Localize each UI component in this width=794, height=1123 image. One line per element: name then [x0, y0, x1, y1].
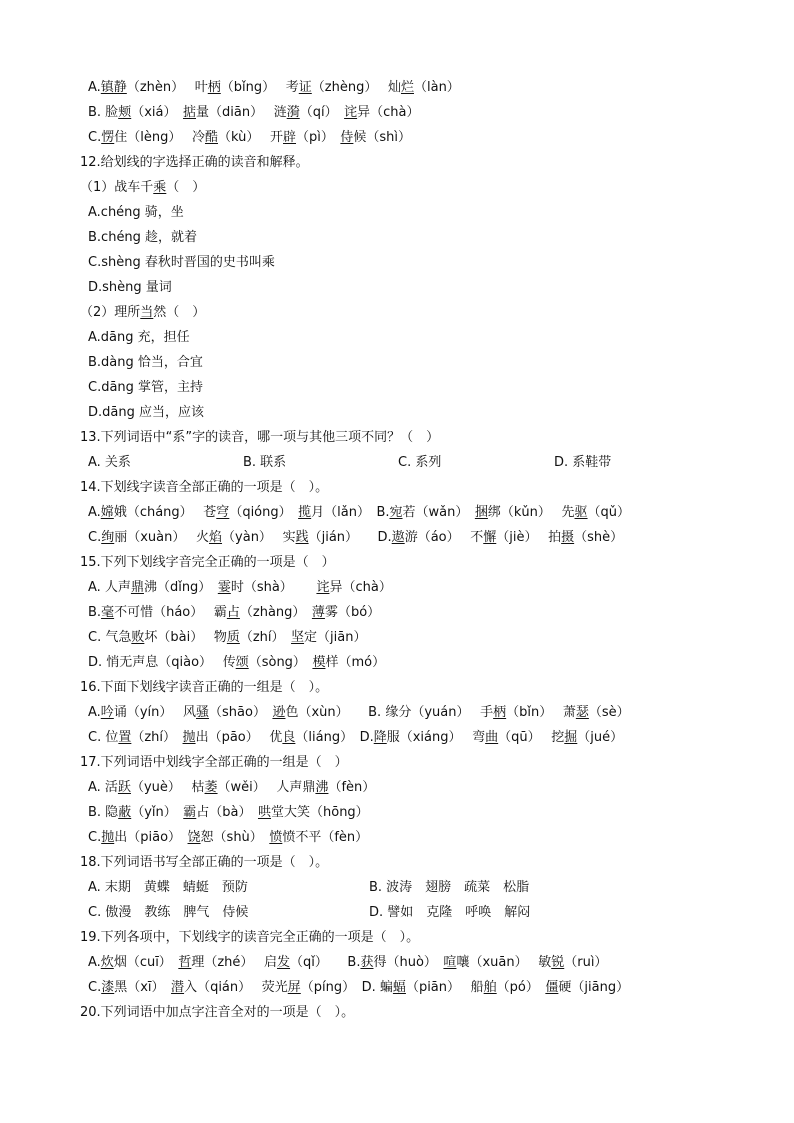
text-line — [88, 400, 204, 425]
answer-option: C. 傲漫 教练 脾气 侍候 — [88, 905, 249, 920]
text-segment: （zhèng） 灿 — [311, 80, 401, 95]
text-line — [88, 275, 172, 300]
text-segment: 游（áo） 不 — [404, 530, 484, 545]
text-segment: A. — [88, 505, 101, 520]
underlined-char: 驱 — [574, 505, 588, 520]
text-segment: 然（ ） — [153, 305, 206, 320]
underlined-char: 僵 — [545, 980, 559, 995]
underlined-char: 骚 — [196, 705, 210, 720]
text-segment: 14.下划线字读音全部正确的一项是（ ）。 — [80, 480, 329, 495]
text-line — [88, 625, 366, 650]
text-line — [88, 800, 369, 825]
text-segment: B.dàng 恰当，合宜 — [88, 355, 203, 370]
underlined-char: 捆 — [474, 505, 488, 520]
underlined-char: 良 — [282, 730, 296, 745]
text-segment: C. — [88, 830, 102, 845]
text-segment: （jián） D. — [308, 530, 392, 545]
text-segment: D. 悄无声息（qiào） 传 — [88, 655, 236, 670]
underlined-char: 屏 — [287, 980, 301, 995]
underlined-char: 酷 — [204, 130, 218, 145]
underlined-char: 跃 — [117, 780, 131, 795]
text-segment: （píng） D. 蝙 — [300, 980, 393, 995]
text-line — [88, 250, 275, 275]
text-segment: （ ） — [166, 180, 206, 195]
text-line — [88, 700, 630, 725]
text-line — [80, 850, 328, 875]
underlined-char: 践 — [295, 530, 309, 545]
text-segment: 烟（cuī） — [113, 955, 179, 970]
text-segment: （qí） — [299, 105, 345, 120]
text-line — [88, 975, 629, 1000]
text-segment: （bǐn） 萧 — [506, 705, 576, 720]
underlined-char: 抛 — [101, 830, 115, 845]
text-segment: C.dāng 掌管，主持 — [88, 380, 204, 395]
text-segment: （jué） — [577, 730, 624, 745]
text-line — [88, 325, 190, 350]
answer-option: D. 譬如 克隆 呼唤 解闷 — [369, 905, 531, 920]
text-segment: A. — [88, 705, 101, 720]
text-segment: （ruì） — [564, 955, 608, 970]
text-segment: B. 隐 — [88, 805, 119, 820]
text-segment: B. — [88, 605, 102, 620]
text-segment: （pì） — [296, 130, 341, 145]
underlined-char: 毫 — [101, 605, 115, 620]
underlined-char: 霎 — [217, 580, 231, 595]
text-segment: 量（diān） 涟 — [196, 105, 287, 120]
text-segment: （piān） 船 — [405, 980, 484, 995]
text-segment: A. — [88, 955, 101, 970]
underlined-char: 掘 — [564, 730, 578, 745]
text-line — [88, 100, 419, 125]
underlined-char: 揽 — [298, 505, 312, 520]
text-segment: （qū） 挖 — [498, 730, 565, 745]
underlined-char: 锐 — [551, 955, 565, 970]
text-segment: （2）理所 — [80, 305, 141, 320]
text-segment: （xiá） — [131, 105, 183, 120]
underlined-char: 发 — [277, 955, 291, 970]
text-segment: 时（shà） — [230, 580, 317, 595]
text-segment: C. — [88, 130, 102, 145]
answer-option: C. 系列 — [398, 455, 442, 470]
text-segment: 异（chà） — [329, 580, 392, 595]
text-segment: C. — [88, 530, 102, 545]
text-segment: 绑（kǔn） 先 — [487, 505, 575, 520]
text-segment: 定（jiān） — [304, 630, 367, 645]
underlined-char: 沸 — [315, 780, 329, 795]
underlined-char: 遨 — [391, 530, 405, 545]
underlined-char: 颂 — [235, 655, 249, 670]
text-segment: 诵（yín） 风 — [113, 705, 196, 720]
text-segment: 雾（bó） — [324, 605, 381, 620]
text-segment: D.shèng 量词 — [88, 280, 172, 295]
underlined-char: 掂 — [182, 105, 196, 120]
text-segment: （zhàng） — [239, 605, 312, 620]
text-segment: （shè） — [574, 530, 624, 545]
underlined-char: 烂 — [400, 80, 414, 95]
text-segment: 12.给划线的字选择正确的读音和解释。 — [80, 155, 309, 170]
underlined-char: 薄 — [311, 605, 325, 620]
text-segment: 占（bà） — [196, 805, 258, 820]
text-line — [88, 500, 630, 525]
text-line — [88, 825, 368, 850]
text-segment: 出（piāo） — [114, 830, 188, 845]
text-segment: A. 人声 — [88, 580, 131, 595]
underlined-char: 霸 — [183, 805, 197, 820]
text-segment: （fèn） — [328, 780, 376, 795]
text-line — [80, 1000, 354, 1025]
text-segment: （sè） — [588, 705, 630, 720]
underlined-char: 辟 — [283, 130, 297, 145]
underlined-char: 懈 — [483, 530, 497, 545]
underlined-char: 当 — [140, 305, 154, 320]
text-line — [88, 75, 460, 100]
text-segment: （pó） — [496, 980, 546, 995]
underlined-char: 蔽 — [118, 805, 132, 820]
text-line — [80, 675, 328, 700]
text-segment: 色（xùn） B. 缘分（yuán） 手 — [285, 705, 494, 720]
text-segment: 黑（xī） — [114, 980, 172, 995]
text-segment: 理（zhé） 启 — [191, 955, 278, 970]
underlined-char: 诧 — [316, 580, 330, 595]
underlined-char: 哲 — [178, 955, 192, 970]
underlined-char: 焰 — [209, 530, 223, 545]
text-segment: B. 脸 — [88, 105, 119, 120]
text-segment: 得（huò） — [373, 955, 444, 970]
underlined-char: 获 — [360, 955, 374, 970]
underlined-char: 占 — [226, 605, 240, 620]
text-segment: 堂大笑（hōng） — [271, 805, 369, 820]
text-line — [88, 200, 184, 225]
text-segment: C. — [88, 980, 102, 995]
underlined-char: 诧 — [344, 105, 358, 120]
text-segment: 16.下面下划线字读音正确的一组是（ ）。 — [80, 680, 329, 695]
underlined-char: 坚 — [291, 630, 305, 645]
text-segment: A. — [88, 80, 101, 95]
text-segment: （zhí） — [239, 630, 292, 645]
text-line — [88, 650, 385, 675]
underlined-char: 潜 — [171, 980, 185, 995]
text-line — [88, 600, 380, 625]
text-segment: C. 气急 — [88, 630, 132, 645]
text-segment: B.chéng 趁，就着 — [88, 230, 198, 245]
underlined-char: 模 — [312, 655, 326, 670]
underlined-char: 乘 — [153, 180, 167, 195]
underlined-char: 漆 — [101, 980, 115, 995]
text-segment: 20.下列词语中加点字注音全对的一项是（ ）。 — [80, 1005, 355, 1020]
underlined-char: 侍 — [340, 130, 354, 145]
text-segment: 娥（cháng） 苍 — [113, 505, 217, 520]
underlined-char: 镇静 — [100, 80, 127, 95]
underlined-char: 蝠 — [392, 980, 406, 995]
text-segment: 17.下列词语中划线字全部正确的一组是（ ） — [80, 755, 348, 770]
underlined-char: 败 — [131, 630, 145, 645]
text-segment: （bǐng） 考 — [220, 80, 299, 95]
underlined-char: 哄 — [257, 805, 271, 820]
underlined-char: 穹 — [216, 505, 230, 520]
text-segment: A.dāng 充，担任 — [88, 330, 190, 345]
text-segment: （kù） 开 — [217, 130, 283, 145]
text-segment: （làn） — [413, 80, 460, 95]
text-line — [88, 375, 203, 400]
text-line — [80, 475, 328, 500]
text-line — [80, 750, 348, 775]
answer-option: B. 联系 — [243, 455, 287, 470]
text-segment: 恕（shù） — [200, 830, 270, 845]
text-line — [80, 925, 419, 950]
text-line — [88, 225, 197, 250]
text-segment: 异（chà） — [357, 105, 420, 120]
text-segment: （shāo） — [209, 705, 273, 720]
text-segment: 候（shì） — [353, 130, 412, 145]
underlined-char: 绚 — [101, 530, 115, 545]
underlined-char: 柄 — [493, 705, 507, 720]
text-segment: （zhí） — [131, 730, 183, 745]
text-line — [80, 175, 205, 200]
text-line — [88, 775, 375, 800]
text-line — [80, 550, 335, 575]
text-segment: （qǔ） — [587, 505, 631, 520]
underlined-char: 宛 — [389, 505, 403, 520]
text-line — [88, 950, 607, 975]
underlined-char: 饶 — [187, 830, 201, 845]
text-segment: （yǐn） — [131, 805, 184, 820]
underlined-char: 漪 — [286, 105, 300, 120]
text-line — [80, 300, 205, 325]
answer-option: D. 系鞋带 — [554, 455, 612, 470]
text-line — [80, 425, 439, 450]
underlined-char: 置 — [118, 730, 132, 745]
text-segment: 18.下列词语书写全部正确的一项是（ ）。 — [80, 855, 329, 870]
text-segment: C. 位 — [88, 730, 119, 745]
text-segment: （sòng） — [248, 655, 313, 670]
text-segment: 月（lǎn） B. — [311, 505, 390, 520]
text-segment: A. 活 — [88, 780, 118, 795]
underlined-char: 逊 — [272, 705, 286, 720]
text-line — [80, 150, 309, 175]
underlined-char: 萎 — [204, 780, 218, 795]
underlined-char: 吟 — [100, 705, 114, 720]
text-segment: C.shèng 春秋时晋国的史书叫乘 — [88, 255, 275, 270]
text-segment: （jiè） 拍 — [496, 530, 562, 545]
text-segment: 硬（jiāng） — [558, 980, 630, 995]
text-segment: （zhèn） 叶 — [126, 80, 208, 95]
underlined-char: 瑟 — [575, 705, 589, 720]
text-segment: （qǐ） B. — [290, 955, 361, 970]
underlined-char: 摄 — [561, 530, 575, 545]
text-segment: （yàn） 实 — [222, 530, 296, 545]
underlined-char: 喧 — [443, 955, 457, 970]
text-segment: 样（mó） — [325, 655, 386, 670]
text-line — [88, 525, 623, 550]
text-segment: 若（wǎn） — [402, 505, 475, 520]
underlined-char: 颊 — [118, 105, 132, 120]
underlined-char: 曲 — [485, 730, 499, 745]
text-segment: （qióng） — [229, 505, 299, 520]
text-segment: 13.下列词语中“系”字的读音，哪一项与其他三项不同？（ ） — [80, 430, 440, 445]
text-segment: 不可惜（háo） 霸 — [114, 605, 227, 620]
text-segment: 入（qián） 荧光 — [184, 980, 288, 995]
text-segment: 15.下列下划线字音完全正确的一项是（ ） — [80, 555, 335, 570]
text-segment: （wěi） 人声鼎 — [217, 780, 316, 795]
text-segment: 服（xiáng） 弯 — [386, 730, 486, 745]
text-segment: 住（lèng） 冷 — [114, 130, 205, 145]
answer-option: A. 关系 — [88, 455, 131, 470]
text-line — [88, 725, 623, 750]
underlined-char: 鼎 — [130, 580, 144, 595]
text-segment: 丽（xuàn） 火 — [114, 530, 210, 545]
text-segment: 坏（bài） 物 — [144, 630, 227, 645]
text-segment: （liáng） D. — [295, 730, 374, 745]
underlined-char: 舶 — [483, 980, 497, 995]
underlined-char: 柄 — [207, 80, 221, 95]
text-segment: A.chéng 骑，坐 — [88, 205, 184, 220]
text-line — [88, 125, 411, 150]
underlined-char: 抛 — [182, 730, 196, 745]
answer-option: A. 末期 黄蝶 蜻蜓 预防 — [88, 880, 248, 895]
text-line — [88, 575, 392, 600]
underlined-char: 降 — [373, 730, 387, 745]
text-segment: 沸（dǐng） — [143, 580, 218, 595]
text-line — [88, 350, 203, 375]
answer-option: B. 波涛 翅膀 疏菜 松脂 — [369, 880, 530, 895]
text-segment: D.dāng 应当，应该 — [88, 405, 204, 420]
underlined-char: 愣 — [101, 130, 115, 145]
text-segment: 19.下列各项中，下划线字的读音完全正确的一项是（ ）。 — [80, 930, 420, 945]
text-segment: 愤不平（fèn） — [282, 830, 369, 845]
text-segment: （1）战车千 — [80, 180, 154, 195]
underlined-char: 炊 — [100, 955, 114, 970]
underlined-char: 质 — [226, 630, 240, 645]
text-segment: 嚷（xuān） 敏 — [456, 955, 552, 970]
text-segment: 出（pāo） 优 — [195, 730, 283, 745]
underlined-char: 证 — [298, 80, 312, 95]
underlined-char: 愤 — [269, 830, 283, 845]
underlined-char: 嫦 — [100, 505, 114, 520]
text-segment: （yuè） 枯 — [130, 780, 205, 795]
